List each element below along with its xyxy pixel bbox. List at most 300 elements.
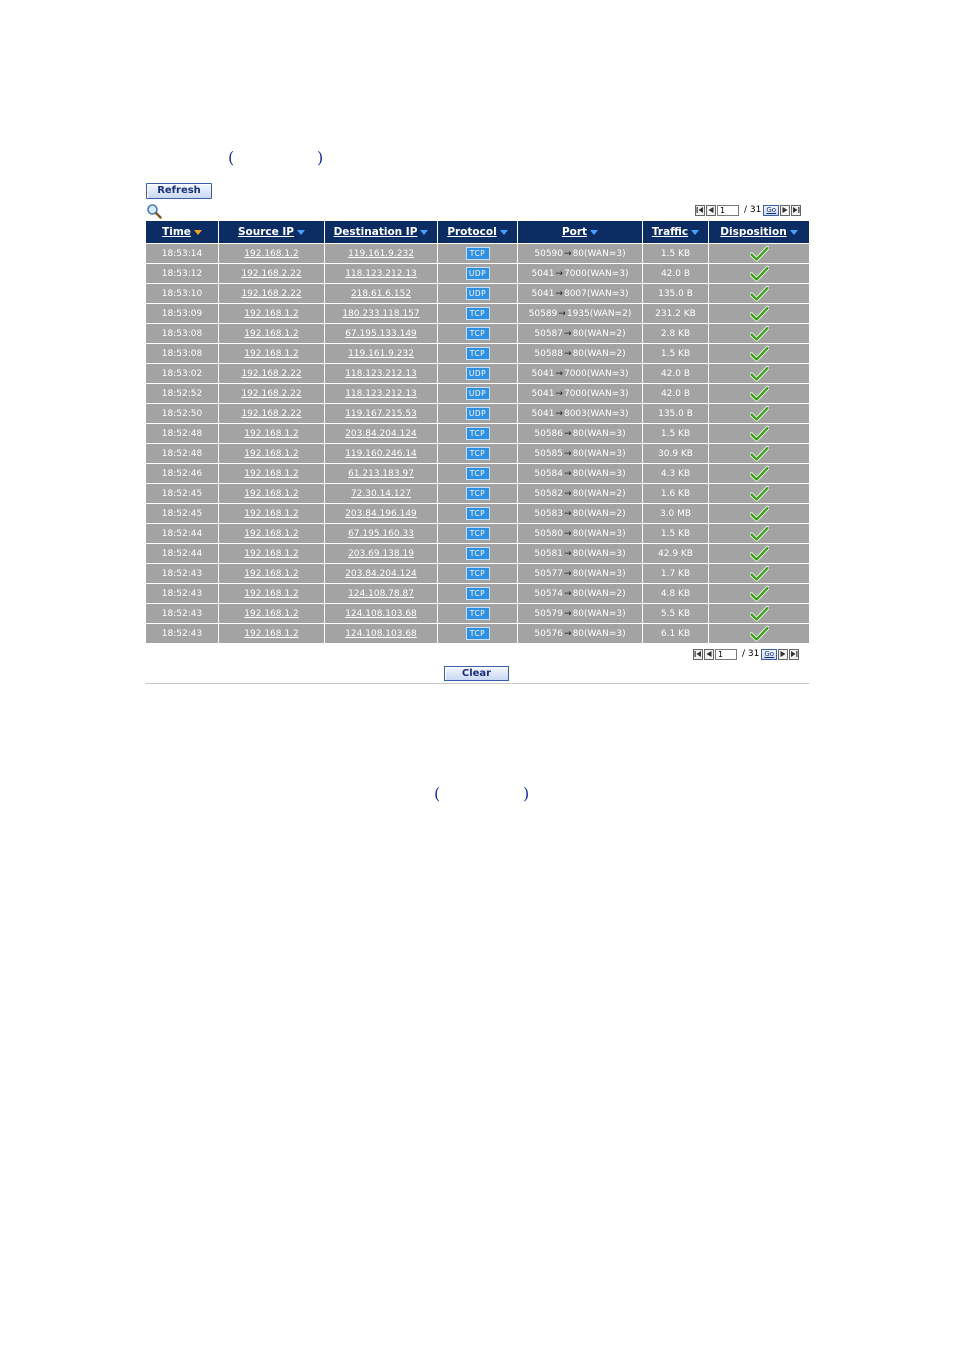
- source-ip-link[interactable]: 192.168.1.2: [244, 308, 299, 319]
- check-icon: [750, 369, 769, 379]
- protocol-badge: TCP: [466, 567, 490, 580]
- check-icon: [750, 289, 769, 299]
- check-icon: [750, 629, 769, 639]
- sort-down-icon: [790, 230, 798, 235]
- source-ip-cell: [219, 344, 325, 364]
- arrow-right-icon: →: [564, 488, 572, 499]
- column-label: Port: [561, 226, 588, 238]
- column-header-destination-ip[interactable]: [325, 221, 438, 244]
- destination-ip-cell: [325, 264, 438, 284]
- table-header-row: [146, 221, 810, 244]
- table-row: [146, 584, 810, 604]
- port-cell: [518, 464, 643, 484]
- protocol-cell: [438, 304, 518, 324]
- port-cell: [518, 484, 643, 504]
- destination-ip-link[interactable]: 203.84.204.124: [345, 428, 417, 439]
- port-cell: [518, 284, 643, 304]
- protocol-cell: [438, 484, 518, 504]
- port-from: 50586: [534, 428, 564, 439]
- source-ip-cell: [219, 404, 325, 424]
- check-icon: [750, 389, 769, 399]
- check-icon: [750, 449, 769, 459]
- port-to: 1935(WAN=2): [566, 308, 632, 319]
- table-row: [146, 244, 810, 264]
- disposition-cell: [709, 284, 810, 304]
- traffic-cell: 1.6 KB: [643, 484, 709, 504]
- disposition-cell: [709, 504, 810, 524]
- traffic-cell: 3.0 MB: [643, 504, 709, 524]
- protocol-badge: TCP: [466, 307, 490, 320]
- source-ip-link[interactable]: 192.168.1.2: [244, 448, 299, 459]
- port-cell: [518, 544, 643, 564]
- pager-top: [695, 203, 801, 217]
- disposition-cell: [709, 404, 810, 424]
- time-cell: 18:52:44: [146, 524, 219, 544]
- divider: [145, 683, 809, 684]
- source-ip-link[interactable]: 192.168.1.2: [244, 548, 299, 559]
- page-input[interactable]: 1: [717, 205, 739, 216]
- source-ip-link[interactable]: 192.168.1.2: [244, 328, 299, 339]
- table-row: [146, 464, 810, 484]
- traffic-cell: 42.9 KB: [643, 544, 709, 564]
- sort-down-icon: [691, 230, 699, 235]
- protocol-cell: [438, 444, 518, 464]
- go-button[interactable]: Go: [761, 649, 777, 660]
- traffic-cell: 2.8 KB: [643, 324, 709, 344]
- source-ip-link[interactable]: 192.168.1.2: [244, 568, 299, 579]
- check-icon: [750, 429, 769, 439]
- traffic-cell: 4.3 KB: [643, 464, 709, 484]
- protocol-badge: TCP: [466, 587, 490, 600]
- column-label: Disposition: [720, 226, 787, 238]
- check-icon: [750, 569, 769, 579]
- destination-ip-link[interactable]: 119.161.9.232: [348, 348, 414, 359]
- arrow-right-icon: →: [564, 608, 572, 619]
- disposition-cell: [709, 324, 810, 344]
- port-cell: [518, 344, 643, 364]
- disposition-cell: [709, 484, 810, 504]
- port-from: 50574: [534, 588, 564, 599]
- port-from: 50576: [534, 628, 564, 639]
- source-ip-link[interactable]: 192.168.1.2: [244, 588, 299, 599]
- paren-open-bottom: (: [434, 784, 441, 803]
- protocol-cell: [438, 564, 518, 584]
- time-cell: 18:53:10: [146, 284, 219, 304]
- arrow-right-icon: →: [564, 508, 572, 519]
- port-to: 80(WAN=2): [572, 508, 626, 519]
- destination-ip-link[interactable]: 61.213.183.97: [348, 468, 414, 479]
- protocol-badge: TCP: [466, 507, 490, 520]
- arrow-right-icon: →: [564, 428, 572, 439]
- port-to: 80(WAN=3): [572, 568, 626, 579]
- time-cell: 18:52:43: [146, 564, 219, 584]
- time-cell: 18:52:50: [146, 404, 219, 424]
- port-from: 5041: [531, 408, 555, 419]
- source-ip-link[interactable]: 192.168.1.2: [244, 508, 299, 519]
- destination-ip-cell: [325, 284, 438, 304]
- arrow-right-icon: →: [555, 368, 563, 379]
- disposition-cell: [709, 624, 810, 644]
- disposition-cell: [709, 344, 810, 364]
- prev-page-icon[interactable]: [706, 205, 716, 216]
- port-cell: [518, 364, 643, 384]
- table-row: [146, 264, 810, 284]
- destination-ip-cell: [325, 604, 438, 624]
- page-input[interactable]: 1: [715, 649, 737, 660]
- source-ip-cell: [219, 244, 325, 264]
- protocol-cell: [438, 544, 518, 564]
- destination-ip-link[interactable]: 218.61.6.152: [350, 288, 412, 299]
- port-from: 50579: [534, 608, 564, 619]
- source-ip-cell: [219, 424, 325, 444]
- destination-ip-link[interactable]: 118.123.212.13: [345, 388, 417, 399]
- source-ip-cell: [219, 544, 325, 564]
- destination-ip-cell: [325, 484, 438, 504]
- source-ip-cell: [219, 304, 325, 324]
- destination-ip-cell: [325, 304, 438, 324]
- column-header-protocol[interactable]: [438, 221, 518, 244]
- port-from: 50583: [534, 508, 564, 519]
- protocol-cell: [438, 624, 518, 644]
- source-ip-link[interactable]: 192.168.2.22: [241, 288, 302, 299]
- port-from: 50588: [534, 348, 564, 359]
- destination-ip-cell: [325, 564, 438, 584]
- traffic-cell: 30.9 KB: [643, 444, 709, 464]
- source-ip-cell: [219, 364, 325, 384]
- destination-ip-link[interactable]: 203.69.138.19: [348, 548, 414, 559]
- protocol-badge: UDP: [466, 267, 490, 280]
- port-from: 5041: [531, 288, 555, 299]
- port-from: 5041: [531, 388, 555, 399]
- port-to: 8007(WAN=3): [563, 288, 629, 299]
- connection-log-table: [145, 221, 810, 644]
- destination-ip-link[interactable]: 119.160.246.14: [345, 448, 417, 459]
- traffic-cell: 135.0 B: [643, 284, 709, 304]
- refresh-button[interactable]: Refresh: [146, 183, 212, 199]
- port-from: 50584: [534, 468, 564, 479]
- traffic-cell: 42.0 B: [643, 364, 709, 384]
- port-cell: [518, 304, 643, 324]
- source-ip-cell: [219, 504, 325, 524]
- port-from: 50580: [534, 528, 564, 539]
- source-ip-link[interactable]: 192.168.1.2: [244, 248, 299, 259]
- table-row: [146, 384, 810, 404]
- port-to: 80(WAN=3): [572, 548, 626, 559]
- next-page-icon[interactable]: [778, 649, 788, 660]
- arrow-right-icon: →: [564, 448, 572, 459]
- source-ip-link[interactable]: 192.168.1.2: [244, 468, 299, 479]
- port-from: 50590: [534, 248, 564, 259]
- destination-ip-link[interactable]: 124.108.78.87: [348, 588, 414, 599]
- check-icon: [750, 329, 769, 339]
- table-row: [146, 604, 810, 624]
- port-cell: [518, 524, 643, 544]
- sort-down-icon: [590, 230, 598, 235]
- paren-open-top: (: [228, 148, 235, 167]
- pager-bottom: [693, 647, 799, 661]
- table-row: [146, 404, 810, 424]
- source-ip-link[interactable]: 192.168.2.22: [241, 268, 302, 279]
- arrow-right-icon: →: [564, 548, 572, 559]
- check-icon: [750, 509, 769, 519]
- destination-ip-link[interactable]: 203.84.196.149: [345, 508, 417, 519]
- table-row: [146, 424, 810, 444]
- disposition-cell: [709, 524, 810, 544]
- port-cell: [518, 324, 643, 344]
- destination-ip-link[interactable]: 118.123.212.13: [345, 368, 417, 379]
- source-ip-cell: [219, 584, 325, 604]
- source-ip-link[interactable]: 192.168.1.2: [244, 528, 299, 539]
- column-header-disposition[interactable]: [709, 221, 810, 244]
- arrow-right-icon: →: [564, 568, 572, 579]
- destination-ip-cell: [325, 364, 438, 384]
- port-cell: [518, 584, 643, 604]
- destination-ip-link[interactable]: 124.108.103.68: [345, 628, 417, 639]
- destination-ip-cell: [325, 624, 438, 644]
- port-to: 80(WAN=3): [572, 528, 626, 539]
- destination-ip-link[interactable]: 118.123.212.13: [345, 268, 417, 279]
- protocol-cell: [438, 504, 518, 524]
- check-icon: [750, 269, 769, 279]
- port-to: 80(WAN=3): [572, 468, 626, 479]
- column-label: Destination IP: [333, 226, 418, 238]
- check-icon: [750, 469, 769, 479]
- time-cell: 18:52:43: [146, 604, 219, 624]
- port-from: 50581: [534, 548, 564, 559]
- protocol-badge: TCP: [466, 347, 490, 360]
- port-to: 7000(WAN=3): [563, 388, 629, 399]
- destination-ip-cell: [325, 464, 438, 484]
- page-total: / 31: [744, 205, 762, 215]
- check-icon: [750, 529, 769, 539]
- source-ip-link[interactable]: 192.168.2.22: [241, 368, 302, 379]
- protocol-cell: [438, 344, 518, 364]
- source-ip-link[interactable]: 192.168.1.2: [244, 608, 299, 619]
- destination-ip-cell: [325, 524, 438, 544]
- port-cell: [518, 444, 643, 464]
- port-to: 80(WAN=3): [572, 248, 626, 259]
- destination-ip-link[interactable]: 67.195.160.33: [348, 528, 414, 539]
- traffic-cell: 6.1 KB: [643, 624, 709, 644]
- port-to: 80(WAN=2): [572, 588, 626, 599]
- destination-ip-cell: [325, 244, 438, 264]
- port-from: 5041: [531, 268, 555, 279]
- port-to: 80(WAN=3): [572, 628, 626, 639]
- source-ip-cell: [219, 324, 325, 344]
- disposition-cell: [709, 264, 810, 284]
- source-ip-cell: [219, 564, 325, 584]
- destination-ip-link[interactable]: 72.30.14.127: [350, 488, 412, 499]
- protocol-badge: TCP: [466, 247, 490, 260]
- disposition-cell: [709, 544, 810, 564]
- time-cell: 18:52:44: [146, 544, 219, 564]
- protocol-badge: TCP: [466, 547, 490, 560]
- table-row: [146, 624, 810, 644]
- protocol-badge: UDP: [466, 287, 490, 300]
- port-from: 50585: [534, 448, 564, 459]
- column-label: Traffic: [651, 226, 689, 238]
- disposition-cell: [709, 444, 810, 464]
- disposition-cell: [709, 424, 810, 444]
- table-row: [146, 304, 810, 324]
- protocol-cell: [438, 364, 518, 384]
- source-ip-link[interactable]: 192.168.1.2: [244, 488, 299, 499]
- clear-button[interactable]: Clear: [444, 666, 509, 681]
- sort-down-icon: [420, 230, 428, 235]
- port-cell: [518, 404, 643, 424]
- destination-ip-cell: [325, 324, 438, 344]
- port-cell: [518, 504, 643, 524]
- port-cell: [518, 564, 643, 584]
- check-icon: [750, 489, 769, 499]
- source-ip-link[interactable]: 192.168.1.2: [244, 428, 299, 439]
- protocol-badge: UDP: [466, 407, 490, 420]
- table-row: [146, 484, 810, 504]
- disposition-cell: [709, 604, 810, 624]
- traffic-cell: 42.0 B: [643, 264, 709, 284]
- protocol-cell: [438, 284, 518, 304]
- time-cell: 18:52:46: [146, 464, 219, 484]
- port-cell: [518, 264, 643, 284]
- protocol-badge: UDP: [466, 387, 490, 400]
- disposition-cell: [709, 464, 810, 484]
- port-cell: [518, 624, 643, 644]
- port-from: 50589: [528, 308, 558, 319]
- first-page-icon[interactable]: [695, 205, 705, 216]
- arrow-right-icon: →: [564, 528, 572, 539]
- disposition-cell: [709, 564, 810, 584]
- source-ip-cell: [219, 444, 325, 464]
- traffic-cell: 1.7 KB: [643, 564, 709, 584]
- table-row: [146, 284, 810, 304]
- destination-ip-link[interactable]: 203.84.204.124: [345, 568, 417, 579]
- next-page-icon[interactable]: [780, 205, 790, 216]
- check-icon: [750, 549, 769, 559]
- check-icon: [750, 249, 769, 259]
- time-cell: 18:52:48: [146, 424, 219, 444]
- protocol-cell: [438, 244, 518, 264]
- column-header-traffic[interactable]: [643, 221, 709, 244]
- time-cell: 18:52:43: [146, 624, 219, 644]
- time-cell: 18:52:45: [146, 504, 219, 524]
- port-to: 80(WAN=3): [572, 448, 626, 459]
- arrow-right-icon: →: [558, 308, 566, 319]
- port-from: 50577: [534, 568, 564, 579]
- destination-ip-link[interactable]: 180.233.118.157: [342, 308, 420, 319]
- destination-ip-link[interactable]: 119.167.215.53: [345, 408, 417, 419]
- source-ip-cell: [219, 484, 325, 504]
- protocol-badge: TCP: [466, 427, 490, 440]
- sort-down-icon: [194, 230, 202, 235]
- time-cell: 18:53:08: [146, 324, 219, 344]
- go-button[interactable]: Go: [763, 205, 779, 216]
- magnifier-icon[interactable]: [146, 203, 162, 219]
- table-row: [146, 504, 810, 524]
- destination-ip-cell: [325, 344, 438, 364]
- column-label: Source IP: [237, 226, 295, 238]
- port-from: 50582: [534, 488, 564, 499]
- column-header-source-ip[interactable]: [219, 221, 325, 244]
- table-row: [146, 524, 810, 544]
- traffic-cell: 1.5 KB: [643, 524, 709, 544]
- source-ip-link[interactable]: 192.168.2.22: [241, 388, 302, 399]
- protocol-cell: [438, 384, 518, 404]
- paren-close-top: ): [317, 148, 324, 167]
- arrow-right-icon: →: [564, 328, 572, 339]
- sort-down-icon: [297, 230, 305, 235]
- destination-ip-cell: [325, 384, 438, 404]
- destination-ip-cell: [325, 504, 438, 524]
- port-to: 80(WAN=2): [572, 488, 626, 499]
- source-ip-link[interactable]: 192.168.2.22: [241, 408, 302, 419]
- source-ip-cell: [219, 384, 325, 404]
- arrow-right-icon: →: [564, 248, 572, 259]
- source-ip-link[interactable]: 192.168.1.2: [244, 348, 299, 359]
- first-page-icon[interactable]: [693, 649, 703, 660]
- protocol-cell: [438, 264, 518, 284]
- table-row: [146, 324, 810, 344]
- last-page-icon[interactable]: [791, 205, 801, 216]
- check-icon: [750, 589, 769, 599]
- arrow-right-icon: →: [555, 288, 563, 299]
- destination-ip-cell: [325, 424, 438, 444]
- time-cell: 18:52:43: [146, 584, 219, 604]
- source-ip-cell: [219, 604, 325, 624]
- time-cell: 18:53:12: [146, 264, 219, 284]
- check-icon: [750, 309, 769, 319]
- last-page-icon[interactable]: [789, 649, 799, 660]
- disposition-cell: [709, 364, 810, 384]
- port-to: 80(WAN=2): [572, 348, 626, 359]
- port-to: 7000(WAN=3): [563, 268, 629, 279]
- port-to: 80(WAN=2): [572, 328, 626, 339]
- port-cell: [518, 384, 643, 404]
- protocol-badge: UDP: [466, 367, 490, 380]
- check-icon: [750, 409, 769, 419]
- traffic-cell: 4.8 KB: [643, 584, 709, 604]
- destination-ip-link[interactable]: 67.195.133.149: [345, 328, 417, 339]
- destination-ip-link[interactable]: 119.161.9.232: [348, 248, 414, 259]
- destination-ip-cell: [325, 444, 438, 464]
- time-cell: 18:52:52: [146, 384, 219, 404]
- paren-close-bottom: ): [523, 784, 530, 803]
- table-row: [146, 344, 810, 364]
- traffic-cell: 1.5 KB: [643, 424, 709, 444]
- arrow-right-icon: →: [555, 388, 563, 399]
- port-cell: [518, 424, 643, 444]
- arrow-right-icon: →: [555, 408, 563, 419]
- arrow-right-icon: →: [564, 468, 572, 479]
- port-to: 80(WAN=3): [572, 608, 626, 619]
- table-row: [146, 564, 810, 584]
- port-cell: [518, 604, 643, 624]
- protocol-badge: TCP: [466, 467, 490, 480]
- column-header-time[interactable]: [146, 221, 219, 244]
- protocol-cell: [438, 464, 518, 484]
- arrow-right-icon: →: [555, 268, 563, 279]
- column-header-port[interactable]: [518, 221, 643, 244]
- protocol-cell: [438, 604, 518, 624]
- port-from: 5041: [531, 368, 555, 379]
- destination-ip-cell: [325, 404, 438, 424]
- prev-page-icon[interactable]: [704, 649, 714, 660]
- destination-ip-cell: [325, 544, 438, 564]
- port-to: 7000(WAN=3): [563, 368, 629, 379]
- traffic-cell: 5.5 KB: [643, 604, 709, 624]
- source-ip-link[interactable]: 192.168.1.2: [244, 628, 299, 639]
- destination-ip-link[interactable]: 124.108.103.68: [345, 608, 417, 619]
- disposition-cell: [709, 584, 810, 604]
